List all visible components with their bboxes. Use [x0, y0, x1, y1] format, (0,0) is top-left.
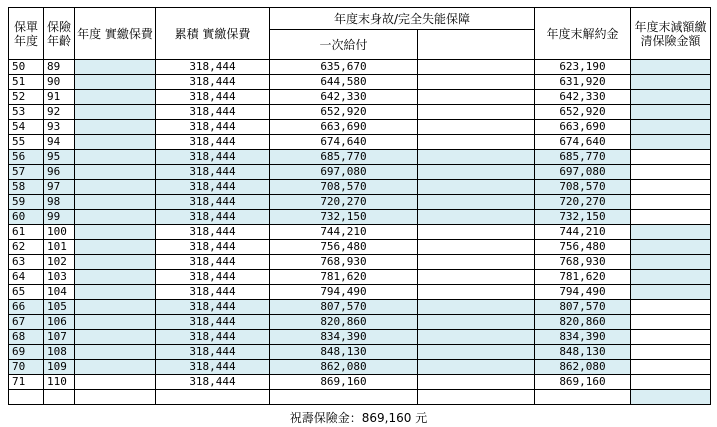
- cell-surrender-value: 862,080: [535, 360, 631, 375]
- cell-policy-year: 50: [9, 60, 44, 75]
- cell-policy-year: 53: [9, 105, 44, 120]
- cell-annual-premium: [75, 285, 156, 300]
- cell-policy-year: 69: [9, 345, 44, 360]
- cell-lump-sum: 744,210: [270, 225, 418, 240]
- cell-empty: [75, 390, 156, 405]
- cell-empty: [418, 330, 535, 345]
- cell-annual-premium: [75, 195, 156, 210]
- cell-surrender-value: 642,330: [535, 90, 631, 105]
- cell-reduced-paid-up: [631, 150, 711, 165]
- cell-lump-sum: 708,570: [270, 180, 418, 195]
- cell-empty: [418, 255, 535, 270]
- cell-cumulative-premium: 318,444: [156, 165, 270, 180]
- cell-lump-sum: 720,270: [270, 195, 418, 210]
- cell-surrender-value: 708,570: [535, 180, 631, 195]
- maturity-benefit-note: 祝壽保險金：869,160 元: [289, 411, 428, 425]
- cell-annual-premium: [75, 60, 156, 75]
- cell-surrender-value: 834,390: [535, 330, 631, 345]
- cell-lump-sum: 781,620: [270, 270, 418, 285]
- cell-empty: [418, 165, 535, 180]
- cell-reduced-paid-up: [631, 300, 711, 315]
- cell-empty: [418, 195, 535, 210]
- table-row: [9, 150, 711, 165]
- cell-reduced-paid-up: [631, 105, 711, 120]
- table-row: [9, 225, 711, 240]
- cell-empty: [418, 240, 535, 255]
- cell-cumulative-premium: 318,444: [156, 150, 270, 165]
- cell-empty: [418, 135, 535, 150]
- cell-policy-year: 56: [9, 150, 44, 165]
- cell-cumulative-premium: 318,444: [156, 60, 270, 75]
- cell-lump-sum: 635,670: [270, 60, 418, 75]
- cell-reduced-paid-up: [631, 75, 711, 90]
- cell-policy-year: 63: [9, 255, 44, 270]
- cell-reduced-paid-up: [631, 90, 711, 105]
- cell-lump-sum: 848,130: [270, 345, 418, 360]
- cell-lump-sum: 642,330: [270, 90, 418, 105]
- cell-insured-age: 93: [44, 120, 75, 135]
- cell-policy-year: 61: [9, 225, 44, 240]
- cell-insured-age: 105: [44, 300, 75, 315]
- cell-surrender-value: 781,620: [535, 270, 631, 285]
- cell-lump-sum: 756,480: [270, 240, 418, 255]
- cell-annual-premium: [75, 105, 156, 120]
- cell-empty: [631, 390, 711, 405]
- cell-cumulative-premium: 318,444: [156, 120, 270, 135]
- cell-reduced-paid-up: [631, 255, 711, 270]
- cell-insured-age: 96: [44, 165, 75, 180]
- table-row: [9, 195, 711, 210]
- cell-lump-sum: 768,930: [270, 255, 418, 270]
- cell-policy-year: 64: [9, 270, 44, 285]
- cell-empty: [418, 75, 535, 90]
- cell-surrender-value: 768,930: [535, 255, 631, 270]
- cell-cumulative-premium: 318,444: [156, 375, 270, 390]
- cell-cumulative-premium: 318,444: [156, 255, 270, 270]
- cell-surrender-value: 663,690: [535, 120, 631, 135]
- cell-surrender-value: 744,210: [535, 225, 631, 240]
- cell-annual-premium: [75, 270, 156, 285]
- cell-reduced-paid-up: [631, 135, 711, 150]
- cell-empty: [418, 360, 535, 375]
- table-row: [9, 300, 711, 315]
- cell-surrender-value: 869,160: [535, 375, 631, 390]
- cell-policy-year: 54: [9, 120, 44, 135]
- header-lump-sum: 一次給付: [270, 30, 418, 60]
- cell-insured-age: 89: [44, 60, 75, 75]
- cell-lump-sum: 834,390: [270, 330, 418, 345]
- cell-cumulative-premium: 318,444: [156, 300, 270, 315]
- cell-policy-year: 70: [9, 360, 44, 375]
- cell-reduced-paid-up: [631, 60, 711, 75]
- cell-policy-year: 51: [9, 75, 44, 90]
- table-row: [9, 360, 711, 375]
- cell-reduced-paid-up: [631, 345, 711, 360]
- cell-reduced-paid-up: [631, 315, 711, 330]
- cell-empty: [418, 105, 535, 120]
- table-row: [9, 165, 711, 180]
- cell-insured-age: 100: [44, 225, 75, 240]
- cell-insured-age: 101: [44, 240, 75, 255]
- cell-policy-year: 62: [9, 240, 44, 255]
- table-row: [9, 270, 711, 285]
- cell-reduced-paid-up: [631, 225, 711, 240]
- cell-surrender-value: 807,570: [535, 300, 631, 315]
- cell-empty: [418, 225, 535, 240]
- cell-reduced-paid-up: [631, 285, 711, 300]
- cell-surrender-value: 685,770: [535, 150, 631, 165]
- cell-lump-sum: 807,570: [270, 300, 418, 315]
- cell-annual-premium: [75, 165, 156, 180]
- header-policy-year: 保單年度: [9, 8, 44, 60]
- cell-annual-premium: [75, 300, 156, 315]
- cell-cumulative-premium: 318,444: [156, 105, 270, 120]
- cell-cumulative-premium: 318,444: [156, 90, 270, 105]
- cell-empty: [418, 150, 535, 165]
- table-row: [9, 255, 711, 270]
- cell-lump-sum: 674,640: [270, 135, 418, 150]
- cell-empty: [418, 390, 535, 405]
- cell-annual-premium: [75, 135, 156, 150]
- cell-reduced-paid-up: [631, 120, 711, 135]
- cell-policy-year: 55: [9, 135, 44, 150]
- cell-reduced-paid-up: [631, 240, 711, 255]
- table-row: [9, 120, 711, 135]
- cell-policy-year: 68: [9, 330, 44, 345]
- cell-cumulative-premium: 318,444: [156, 225, 270, 240]
- cell-surrender-value: 732,150: [535, 210, 631, 225]
- cell-annual-premium: [75, 120, 156, 135]
- table-row-empty: [9, 390, 711, 405]
- cell-lump-sum: 644,580: [270, 75, 418, 90]
- cell-lump-sum: 862,080: [270, 360, 418, 375]
- cell-insured-age: 102: [44, 255, 75, 270]
- cell-insured-age: 108: [44, 345, 75, 360]
- cell-annual-premium: [75, 330, 156, 345]
- cell-annual-premium: [75, 255, 156, 270]
- table-row: [9, 105, 711, 120]
- cell-insured-age: 92: [44, 105, 75, 120]
- cell-policy-year: 52: [9, 90, 44, 105]
- cell-empty: [418, 210, 535, 225]
- cell-insured-age: 104: [44, 285, 75, 300]
- cell-surrender-value: 794,490: [535, 285, 631, 300]
- cell-empty: [44, 390, 75, 405]
- cell-insured-age: 106: [44, 315, 75, 330]
- cell-surrender-value: 756,480: [535, 240, 631, 255]
- cell-annual-premium: [75, 75, 156, 90]
- cell-lump-sum: 652,920: [270, 105, 418, 120]
- table-row: [9, 315, 711, 330]
- cell-insured-age: 91: [44, 90, 75, 105]
- cell-lump-sum: 794,490: [270, 285, 418, 300]
- cell-insured-age: 99: [44, 210, 75, 225]
- table-row: [9, 90, 711, 105]
- cell-surrender-value: 623,190: [535, 60, 631, 75]
- table-row: [9, 285, 711, 300]
- header-cumulative-premium: 累積 實繳保費: [156, 8, 270, 60]
- cell-lump-sum: 663,690: [270, 120, 418, 135]
- benefit-table-container: [8, 7, 711, 405]
- cell-empty: [418, 285, 535, 300]
- cell-empty: [418, 315, 535, 330]
- cell-annual-premium: [75, 360, 156, 375]
- cell-lump-sum: 685,770: [270, 150, 418, 165]
- cell-annual-premium: [75, 180, 156, 195]
- cell-annual-premium: [75, 240, 156, 255]
- cell-surrender-value: 631,920: [535, 75, 631, 90]
- cell-cumulative-premium: 318,444: [156, 360, 270, 375]
- table-row: [9, 345, 711, 360]
- cell-empty: [9, 390, 44, 405]
- cell-insured-age: 98: [44, 195, 75, 210]
- cell-reduced-paid-up: [631, 195, 711, 210]
- cell-policy-year: 58: [9, 180, 44, 195]
- cell-empty: [418, 90, 535, 105]
- cell-cumulative-premium: 318,444: [156, 285, 270, 300]
- cell-reduced-paid-up: [631, 330, 711, 345]
- cell-annual-premium: [75, 150, 156, 165]
- cell-policy-year: 65: [9, 285, 44, 300]
- cell-surrender-value: 697,080: [535, 165, 631, 180]
- cell-lump-sum: 697,080: [270, 165, 418, 180]
- cell-insured-age: 90: [44, 75, 75, 90]
- cell-reduced-paid-up: [631, 210, 711, 225]
- table-row: [9, 180, 711, 195]
- cell-cumulative-premium: 318,444: [156, 270, 270, 285]
- header-annual-premium: 年度 實繳保費: [75, 8, 156, 60]
- cell-reduced-paid-up: [631, 180, 711, 195]
- cell-surrender-value: 820,860: [535, 315, 631, 330]
- cell-empty: [156, 390, 270, 405]
- cell-empty: [418, 300, 535, 315]
- cell-surrender-value: 674,640: [535, 135, 631, 150]
- cell-annual-premium: [75, 225, 156, 240]
- cell-empty: [535, 390, 631, 405]
- cell-insured-age: 103: [44, 270, 75, 285]
- table-row: [9, 330, 711, 345]
- cell-lump-sum: 820,860: [270, 315, 418, 330]
- cell-empty: [418, 345, 535, 360]
- cell-insured-age: 95: [44, 150, 75, 165]
- table-row: [9, 375, 711, 390]
- cell-policy-year: 59: [9, 195, 44, 210]
- cell-insured-age: 107: [44, 330, 75, 345]
- cell-policy-year: 66: [9, 300, 44, 315]
- header-empty-subcolumn: [418, 30, 535, 60]
- cell-insured-age: 110: [44, 375, 75, 390]
- table-row: [9, 75, 711, 90]
- cell-reduced-paid-up: [631, 375, 711, 390]
- table-row: [9, 210, 711, 225]
- cell-empty: [418, 60, 535, 75]
- cell-reduced-paid-up: [631, 270, 711, 285]
- cell-cumulative-premium: 318,444: [156, 240, 270, 255]
- table-row: [9, 240, 711, 255]
- cell-surrender-value: 848,130: [535, 345, 631, 360]
- cell-insured-age: 97: [44, 180, 75, 195]
- cell-cumulative-premium: 318,444: [156, 345, 270, 360]
- cell-empty: [270, 390, 418, 405]
- benefit-table: [8, 7, 711, 405]
- cell-policy-year: 60: [9, 210, 44, 225]
- cell-annual-premium: [75, 90, 156, 105]
- cell-cumulative-premium: 318,444: [156, 195, 270, 210]
- cell-policy-year: 71: [9, 375, 44, 390]
- cell-cumulative-premium: 318,444: [156, 315, 270, 330]
- cell-cumulative-premium: 318,444: [156, 135, 270, 150]
- header-death-benefit-group: 年度末身故/完全失能保障: [270, 8, 535, 30]
- cell-surrender-value: 652,920: [535, 105, 631, 120]
- cell-annual-premium: [75, 315, 156, 330]
- header-surrender-value: 年度末解約金: [535, 8, 631, 60]
- cell-policy-year: 67: [9, 315, 44, 330]
- table-row: [9, 60, 711, 75]
- cell-cumulative-premium: 318,444: [156, 75, 270, 90]
- header-reduced-paid-up: 年度末減額繳清保險金額: [631, 8, 711, 60]
- cell-annual-premium: [75, 375, 156, 390]
- cell-cumulative-premium: 318,444: [156, 330, 270, 345]
- cell-surrender-value: 720,270: [535, 195, 631, 210]
- cell-annual-premium: [75, 210, 156, 225]
- header-insured-age: 保險年齡: [44, 8, 75, 60]
- cell-cumulative-premium: 318,444: [156, 210, 270, 225]
- cell-policy-year: 57: [9, 165, 44, 180]
- cell-lump-sum: 869,160: [270, 375, 418, 390]
- cell-empty: [418, 375, 535, 390]
- table-body: [9, 60, 711, 405]
- cell-reduced-paid-up: [631, 360, 711, 375]
- cell-empty: [418, 180, 535, 195]
- cell-empty: [418, 120, 535, 135]
- table-row: [9, 135, 711, 150]
- cell-cumulative-premium: 318,444: [156, 180, 270, 195]
- cell-lump-sum: 732,150: [270, 210, 418, 225]
- cell-reduced-paid-up: [631, 165, 711, 180]
- cell-insured-age: 109: [44, 360, 75, 375]
- cell-annual-premium: [75, 345, 156, 360]
- cell-empty: [418, 270, 535, 285]
- cell-insured-age: 94: [44, 135, 75, 150]
